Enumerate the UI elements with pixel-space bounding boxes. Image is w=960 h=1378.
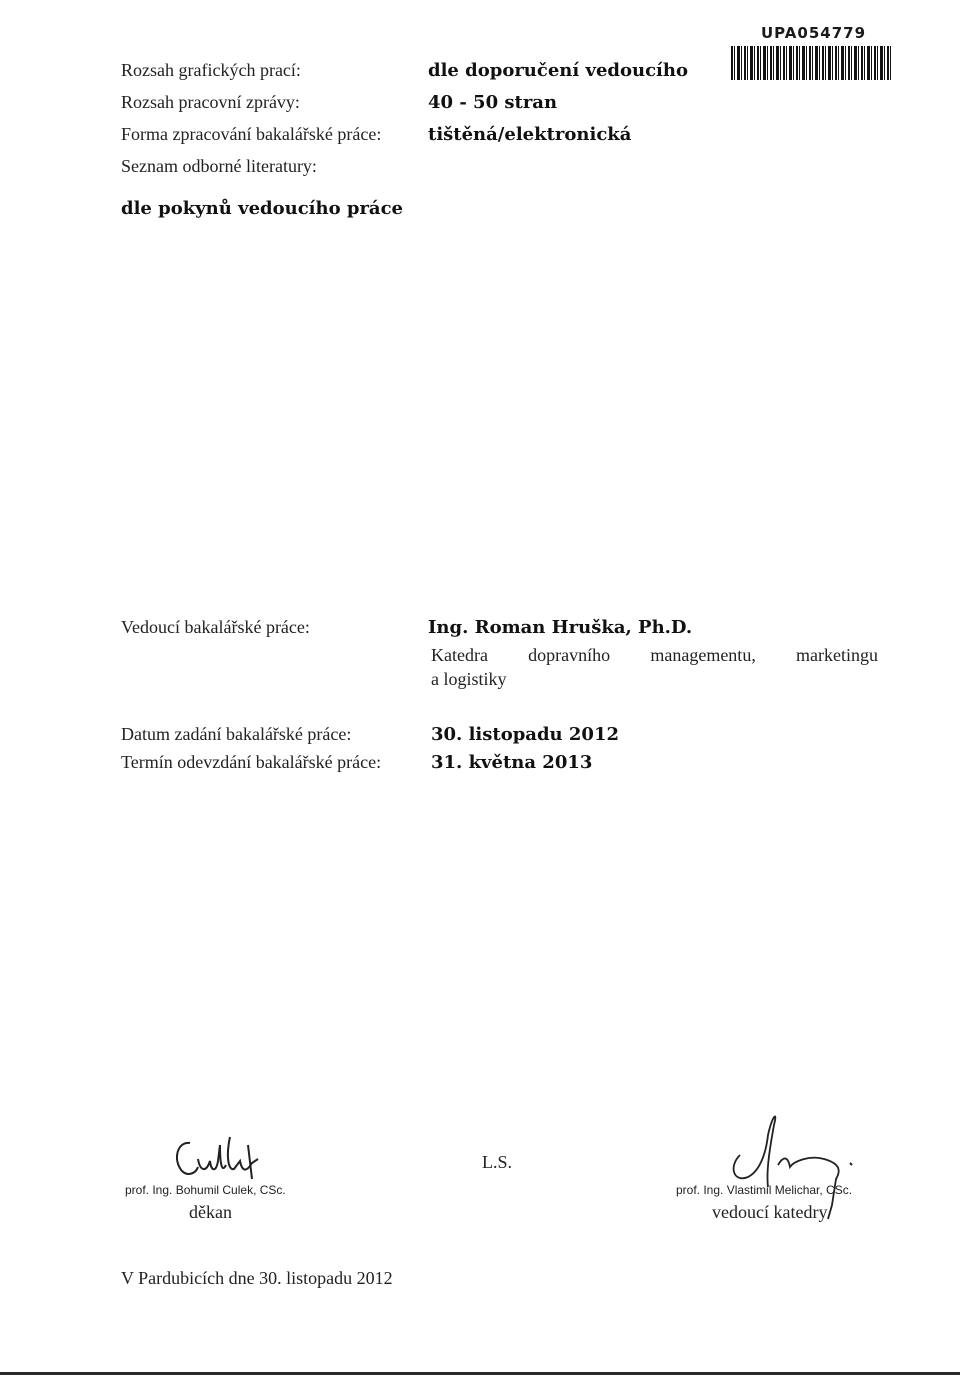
place-and-date: V Pardubicích dne 30. listopadu 2012 — [121, 1268, 393, 1288]
literature-label: Seznam odborné literatury: — [121, 156, 317, 176]
report-scope-value: 40 - 50 stran — [428, 92, 558, 113]
due-date-label: Termín odevzdání bakalářské práce: — [121, 752, 382, 772]
barcode — [731, 24, 891, 82]
assignment-date-label: Datum zadání bakalářské práce: — [121, 724, 352, 744]
graphics-scope-label: Rozsah grafických prací: — [121, 60, 301, 80]
supervisor-department-cont: a logistiky — [431, 669, 507, 689]
dean-name: prof. Ing. Bohumil Culek, CSc. — [125, 1183, 286, 1197]
dean-signature — [168, 1115, 268, 1185]
report-scope-label: Rozsah pracovní zprávy: — [121, 92, 300, 112]
department-head-role: vedoucí katedry — [712, 1202, 828, 1222]
supervisor-name: Ing. Roman Hruška, Ph.D. — [428, 617, 693, 638]
barcode-number: UPA054779 — [761, 24, 867, 42]
department-head-name: prof. Ing. Vlastimil Melichar, CSc. — [676, 1183, 853, 1197]
assignment-date-value: 30. listopadu 2012 — [431, 724, 619, 745]
supervisor-department: Katedra dopravního managementu, marketingu — [431, 645, 878, 665]
graphics-scope-value: dle doporučení vedoucího — [428, 60, 688, 81]
barcode-bars — [731, 46, 891, 80]
dean-role: děkan — [189, 1202, 232, 1222]
due-date-value: 31. května 2013 — [431, 752, 593, 773]
page-edge-line — [0, 1372, 960, 1375]
thesis-form-value: tištěná/elektronická — [428, 124, 632, 145]
supervisor-label: Vedoucí bakalářské práce: — [121, 617, 310, 637]
thesis-form-label: Forma zpracování bakalářské práce: — [121, 124, 382, 144]
literature-note: dle pokynů vedoucího práce — [121, 198, 403, 219]
seal-mark: L.S. — [482, 1152, 513, 1172]
